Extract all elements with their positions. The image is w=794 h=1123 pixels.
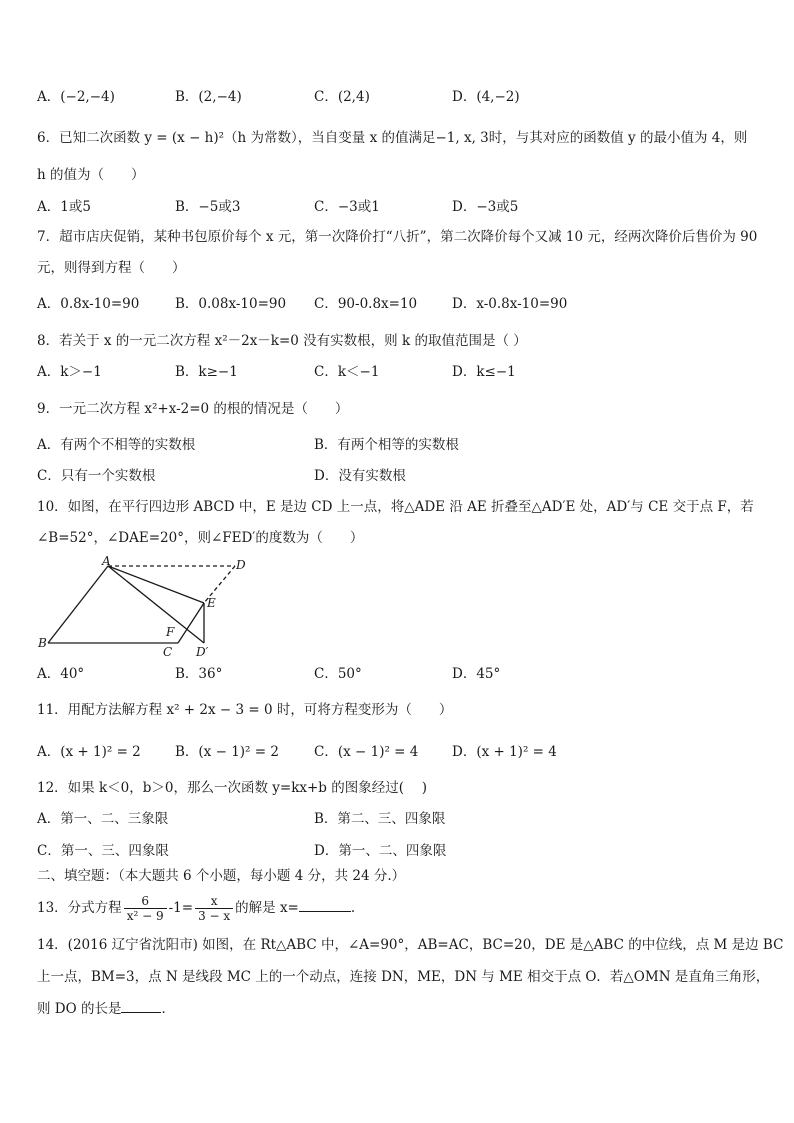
q5-option-c: C．(2,4) [314,89,370,105]
q7-option-b: B．0.08x-10=90 [175,296,287,312]
q6-option-a: A．1或5 [37,199,91,215]
q12-options-row2 [37,841,757,863]
q13-suffix: 的解是 x= [235,900,299,916]
q13-prefix: 13．分式方程 [37,900,122,916]
q11-option-d: D．(x + 1)² = 4 [452,744,557,760]
q13-fraction-2 [195,894,233,923]
q9-options-row1 [37,435,757,457]
q8-options [37,362,757,384]
q11-option-b: B．(x − 1)² = 2 [175,744,279,760]
q9-option-d: D．没有实数根 [314,468,406,484]
q14-stem-line3 [37,998,757,1019]
label-b: B [38,636,47,650]
q12-options-row1 [37,809,757,831]
q8-option-b: B．k≥−1 [175,364,238,380]
q12-option-c: C．第一、三、四象限 [37,843,169,859]
q9-stem: 9．一元二次方程 x²+x-2=0 的根的情况是（ ） [37,401,349,417]
q8-option-c: C．k＜−1 [314,364,380,380]
q12-option-b: B．第二、三、四象限 [314,811,446,827]
label-d-prime: D′ [196,645,209,659]
q7-stem-line2: 元，则得到方程（ ） [37,260,186,276]
q8-option-d: D．k≤−1 [452,364,516,380]
q5-option-d: D．(4,−2) [452,89,520,105]
segment-adprime [108,566,204,643]
label-d: D [236,558,246,572]
segment-ab [48,566,108,643]
q14-line3-prefix: 则 DO 的长是 [37,1001,122,1017]
q5-option-b: B．(2,−4) [175,89,242,105]
segment-ec [178,603,204,643]
q13-stem [37,890,757,930]
q10-option-d: D．45° [452,666,501,682]
q10-option-a: A．40° [37,666,85,682]
q6-stem-line2: h 的值为（ ） [37,167,145,183]
q9-options-row2 [37,466,757,488]
q6-stem-line1: 6．已知二次函数 y = (x − h)²（h 为常数），当自变量 x 的值满足−1, x, 3时，与其对应的函数值 y 的最小值为 4，则 [37,130,748,146]
q9-option-b: B．有两个相等的实数根 [314,437,459,453]
q7-option-a: A．0.8x-10=90 [37,296,140,312]
q5-option-a: A．(−2,−4) [37,89,115,105]
q11-option-a: A．(x + 1)² = 2 [37,744,141,760]
q11-stem: 11．用配方法解方程 x² + 2x − 3 = 0 时，可将方程变形为（ ） [37,702,453,718]
q13-fraction-2-denominator: 3 − x [198,909,231,923]
q13-answer-blank[interactable] [299,897,351,912]
q7-options [37,294,757,316]
q11-options [37,742,757,764]
q5-options [37,87,757,109]
q13-fraction-1-denominator: x² − 9 [126,909,164,923]
q10-option-c: C．50° [314,666,362,682]
q6-options [37,197,757,219]
q6-option-d: D．−3或5 [452,199,519,215]
q12-option-d: D．第一、二、四象限 [314,843,447,859]
q14-stem-line1: 14．(2016 辽宁省沈阳市) 如图，在 Rt△ABC 中，∠A=90°，AB=AC，BC=20，DE 是△ABC 的中位线，点 M 是边 BC [37,937,784,953]
q13-fraction-2-numerator: x [195,894,233,909]
q10-option-b: B．36° [175,666,223,682]
q10-stem-line1: 10．如图，在平行四边形 ABCD 中，E 是边 CD 上一点，将△ADE 沿 AE 折叠至△AD′E 处，AD′与 CE 交于点 F，若 [37,499,754,515]
q12-option-a: A．第一、二、三象限 [37,811,169,827]
label-e: E [207,596,216,610]
q13-end: . [350,900,356,916]
q13-fraction-1-numerator: 6 [124,894,167,909]
q6-option-b: B．−5或3 [175,199,241,215]
q10-stem-line2: ∠B=52°，∠DAE=20°，则∠FED′的度数为（ ） [37,530,364,546]
q14-answer-blank[interactable] [121,998,161,1013]
q10-options [37,664,757,686]
q14-stem-line2: 上一点，BM=3，点 N 是线段 MC 上的一个动点，连接 DN，ME，DN 与 ME 相交于点 O．若△OMN 是直角三角形， [37,969,770,985]
q9-option-c: C．只有一个实数根 [37,468,156,484]
section-fill-in-heading: 二、填空题：（本大题共 6 个小题，每小题 4 分，共 24 分.） [37,868,406,884]
q10-geometry-figure [36,556,248,660]
q7-stem-line1: 7．超市店庆促销，某种书包原价每个 x 元，第一次降价打“八折”，第二次降价每个又减 10 元，经两次降价后售价为 90 [37,229,758,245]
q13-middle: -1= [168,900,194,916]
q8-stem: 8．若关于 x 的一元二次方程 x²－2x－k=0 没有实数根，则 k 的取值范围是（ ） [37,333,527,349]
q9-option-a: A．有两个不相等的实数根 [37,437,196,453]
label-a: A [102,556,111,568]
q13-fraction-1 [124,894,167,923]
q14-line3-end: ． [161,1001,175,1017]
q6-option-c: C．−3或1 [314,199,380,215]
segment-ae [108,566,204,603]
q7-option-d: D．x-0.8x-10=90 [452,296,568,312]
q12-stem: 12．如果 k＜0，b＞0，那么一次函数 y=kx+b 的图象经过( ) [37,780,428,796]
q11-option-c: C．(x − 1)² = 4 [314,744,419,760]
label-f: F [166,625,175,639]
q7-option-c: C．90-0.8x=10 [314,296,418,312]
q8-option-a: A．k＞−1 [37,364,102,380]
label-c: C [163,645,173,659]
